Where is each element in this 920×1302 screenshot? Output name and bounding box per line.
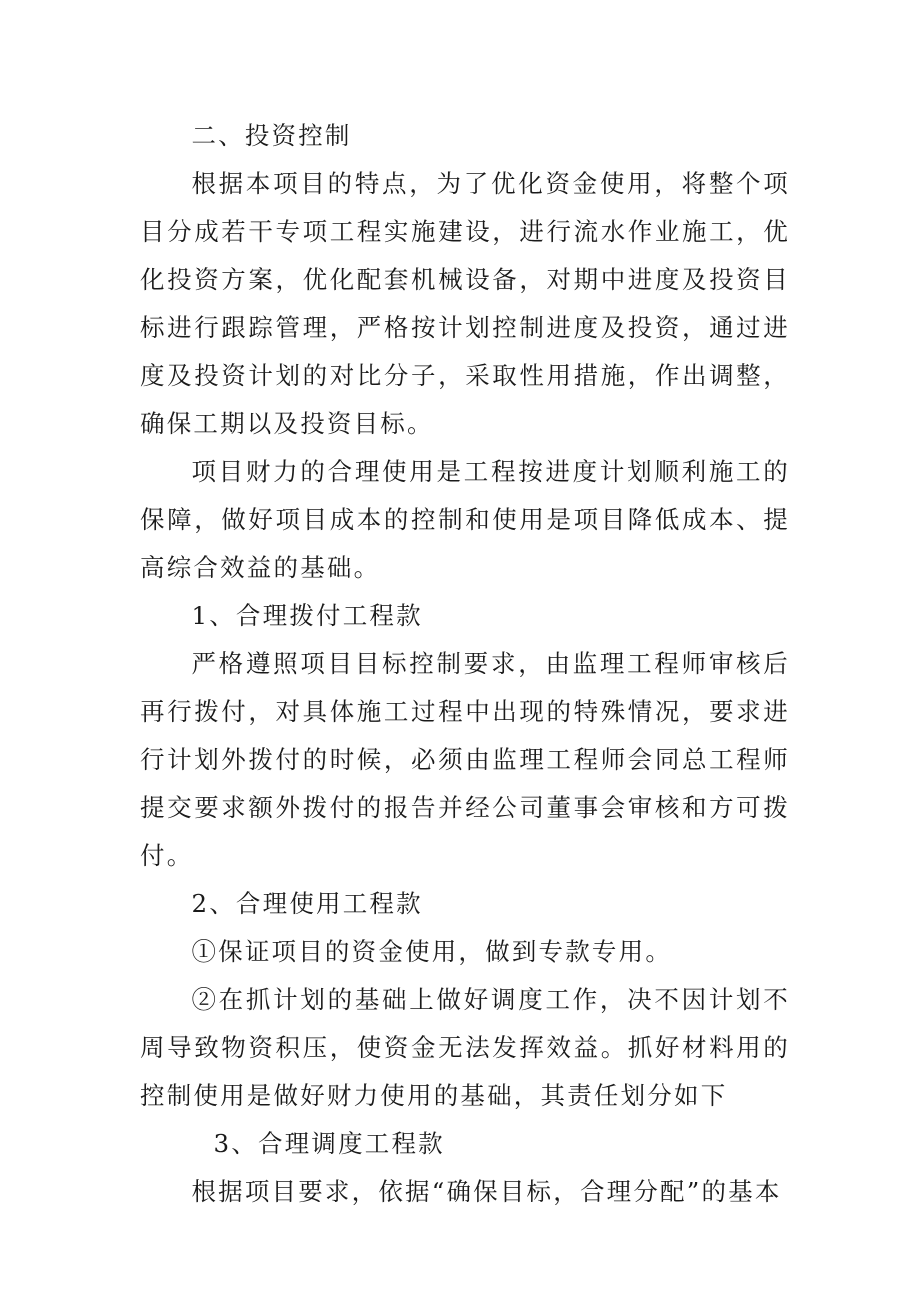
section-title: 二、投资控制 (191, 121, 352, 150)
list-item: ②在抓计划的基础上做好调度工作，决不因计划不周导致物资积压，使资金无法发挥效益。抓好材料用的控制使用是做好财力使用的基础，其责任划分如下 (140, 985, 790, 1110)
list-item: ①保证项目的资金使用，做到专款专用。 (191, 937, 673, 966)
paragraph: 严格遵照项目目标控制要求，由监理工程师审核后再行拨付，对具体施工过程中出现的特殊情况，要求进行计划外拨付的时候，必须由监理工程师会同总工程师提交要求额外拨付的报告并经公司董事会审核和方可拨付。 (140, 649, 790, 870)
subsection-heading: 1、合理拨付工程款 (191, 601, 423, 630)
paragraph: 根据本项目的特点，为了优化资金使用，将整个项目分成若干专项工程实施建设，进行流水作业施工，优化投资方案，优化配套机械设备，对期中进度及投资目标进行跟踪管理，严格按计划控制进度及投资，通过进度及投资计划的对比分子，采取性用措施，作出调整，确保工期以及投资目标。 (140, 169, 790, 438)
document-body (140, 112, 790, 1216)
paragraph: 根据项目要求，依据“确保目标，合理分配”的基本 (191, 1177, 782, 1206)
subsection-heading: 3、合理调度工程款 (213, 1129, 445, 1158)
paragraph: 项目财力的合理使用是工程按进度计划顺利施工的保障，做好项目成本的控制和使用是项目降低成本、提高综合效益的基础。 (140, 457, 790, 582)
subsection-heading: 2、合理使用工程款 (191, 889, 423, 918)
